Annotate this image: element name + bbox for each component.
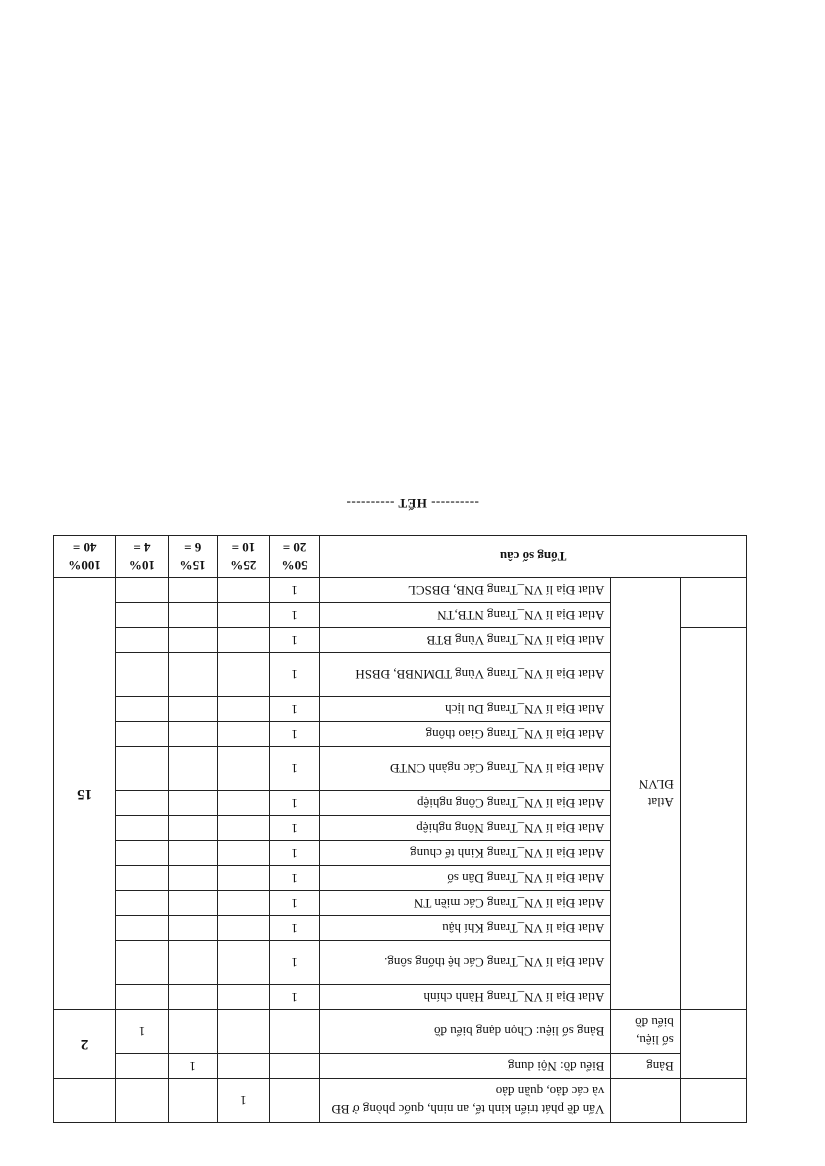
count-50-cell: 1: [269, 816, 319, 841]
count-25-cell: [217, 891, 269, 916]
stub-cell: [680, 628, 746, 1010]
summary-row: [54, 536, 747, 578]
count-25-cell: [217, 985, 269, 1010]
count-10-cell: [116, 866, 168, 891]
count-25-cell: [217, 653, 269, 697]
content-cell: Atlat Địa lí VN_Trang Các hệ thống sông.: [320, 941, 611, 985]
stub-cell: [680, 1010, 746, 1079]
table-row: [54, 1054, 747, 1079]
count-15-cell: [168, 791, 217, 816]
content-cell: Atlat Địa lí VN_Trang Vùng TDMNBB, ĐBSH: [320, 653, 611, 697]
count-25-cell: [217, 603, 269, 628]
count-25-cell: [217, 791, 269, 816]
count-50-cell: [269, 1010, 319, 1054]
count-10-cell: [116, 1079, 168, 1123]
count-10-cell: [116, 816, 168, 841]
count-25-cell: [217, 841, 269, 866]
count-25-cell: [217, 1010, 269, 1054]
content-cell: Atlat Địa lí VN_Trang Dân số: [320, 866, 611, 891]
count-10-cell: [116, 916, 168, 941]
percent-25-cell: 25% 10 =: [217, 536, 269, 578]
content-cell: Atlat Địa lí VN_Trang NTB,TN: [320, 603, 611, 628]
count-25-cell: [217, 697, 269, 722]
count-15-cell: [168, 722, 217, 747]
percent-10-cell: 10% 4 =: [116, 536, 168, 578]
content-cell: Atlat Địa lí VN_Trang ĐNB, ĐBSCL: [320, 578, 611, 603]
topic-cell: Atlat ĐLVN: [611, 578, 680, 1010]
count-10-cell: [116, 841, 168, 866]
count-10-cell: 1: [116, 1010, 168, 1054]
count-50-cell: 1: [269, 603, 319, 628]
count-50-cell: 1: [269, 891, 319, 916]
count-10-cell: [116, 891, 168, 916]
count-15-cell: [168, 941, 217, 985]
table-row: [54, 1010, 747, 1054]
content-cell: Atlat Địa lí VN_Trang Khí hậu: [320, 916, 611, 941]
count-15-cell: [168, 603, 217, 628]
count-10-cell: [116, 628, 168, 653]
count-15-cell: [168, 1079, 217, 1123]
percent-15-cell: 15% 6 =: [168, 536, 217, 578]
count-10-cell: [116, 722, 168, 747]
count-25-cell: [217, 916, 269, 941]
count-15-cell: [168, 985, 217, 1010]
total-cell: 15: [54, 578, 116, 1010]
content-cell: Atlat Địa lí VN_Trang Các ngành CNTĐ: [320, 747, 611, 791]
count-15-cell: [168, 916, 217, 941]
content-cell: Bảng số liệu: Chọn dạng biểu đồ: [320, 1010, 611, 1054]
count-10-cell: [116, 603, 168, 628]
count-25-cell: [217, 941, 269, 985]
count-50-cell: 1: [269, 722, 319, 747]
count-25-cell: [217, 866, 269, 891]
content-cell: Atlat Địa lí VN_Trang Du lịch: [320, 697, 611, 722]
count-15-cell: [168, 578, 217, 603]
stub-cell: [680, 578, 746, 628]
count-15-cell: [168, 653, 217, 697]
stub-cell: [680, 1079, 746, 1123]
count-50-cell: 1: [269, 628, 319, 653]
count-15-cell: [168, 697, 217, 722]
count-50-cell: 1: [269, 697, 319, 722]
table-row: [54, 985, 747, 1010]
count-15-cell: [168, 1010, 217, 1054]
topic-cell: số liệu, biểu đồ: [611, 1010, 680, 1054]
count-15-cell: [168, 747, 217, 791]
count-25-cell: [217, 628, 269, 653]
count-25-cell: [217, 1054, 269, 1079]
count-10-cell: [116, 747, 168, 791]
content-cell: Atlat Địa lí VN_Trang Công nghiệp: [320, 791, 611, 816]
total-cell: 2: [54, 1010, 116, 1079]
count-50-cell: 1: [269, 841, 319, 866]
count-10-cell: [116, 985, 168, 1010]
count-10-cell: [116, 697, 168, 722]
count-15-cell: [168, 866, 217, 891]
count-50-cell: [269, 1054, 319, 1079]
count-25-cell: [217, 722, 269, 747]
count-15-cell: [168, 628, 217, 653]
count-10-cell: [116, 578, 168, 603]
content-cell: Biểu đồ: Nội dung: [320, 1054, 611, 1079]
count-50-cell: 1: [269, 791, 319, 816]
content-cell: Atlat Địa lí VN_Trang Kinh tế chung: [320, 841, 611, 866]
count-50-cell: 1: [269, 985, 319, 1010]
question-matrix-table: [53, 535, 747, 1123]
count-50-cell: [269, 1079, 319, 1123]
count-15-cell: 1: [168, 1054, 217, 1079]
count-50-cell: 1: [269, 578, 319, 603]
content-cell: Atlat Địa lí VN_Trang Các miền TN: [320, 891, 611, 916]
content-cell: Vấn đề phát triển kinh tế, an ninh, quốc phòng ở BĐ và các đảo, quần đảo: [320, 1079, 611, 1123]
count-10-cell: [116, 941, 168, 985]
count-50-cell: 1: [269, 866, 319, 891]
count-10-cell: [116, 1054, 168, 1079]
content-cell: Atlat Địa lí VN_Trang Giao thông: [320, 722, 611, 747]
percent-50-cell: 50% 20 =: [269, 536, 319, 578]
end-of-document-mark: ---------- HẾT ----------: [346, 496, 479, 511]
count-25-cell: [217, 816, 269, 841]
topic-cell: Bảng: [611, 1054, 680, 1079]
content-cell: Atlat Địa lí VN_Trang Vùng BTB: [320, 628, 611, 653]
percent-total-cell: 100% 40 =: [54, 536, 116, 578]
topic-cell: [611, 1079, 680, 1123]
count-50-cell: 1: [269, 916, 319, 941]
count-15-cell: [168, 816, 217, 841]
count-10-cell: [116, 791, 168, 816]
count-50-cell: 1: [269, 941, 319, 985]
count-15-cell: [168, 891, 217, 916]
total-cell: [54, 1079, 116, 1123]
content-cell: Atlat Địa lí VN_Trang Nông nghiệp: [320, 816, 611, 841]
count-25-cell: 1: [217, 1079, 269, 1123]
count-15-cell: [168, 841, 217, 866]
count-50-cell: 1: [269, 653, 319, 697]
total-questions-label: Tổng số câu: [320, 536, 747, 578]
count-10-cell: [116, 653, 168, 697]
content-cell: Atlat Địa lí VN_Trang Hành chính: [320, 985, 611, 1010]
table-row: [54, 1079, 747, 1123]
count-50-cell: 1: [269, 747, 319, 791]
count-25-cell: [217, 578, 269, 603]
count-25-cell: [217, 747, 269, 791]
